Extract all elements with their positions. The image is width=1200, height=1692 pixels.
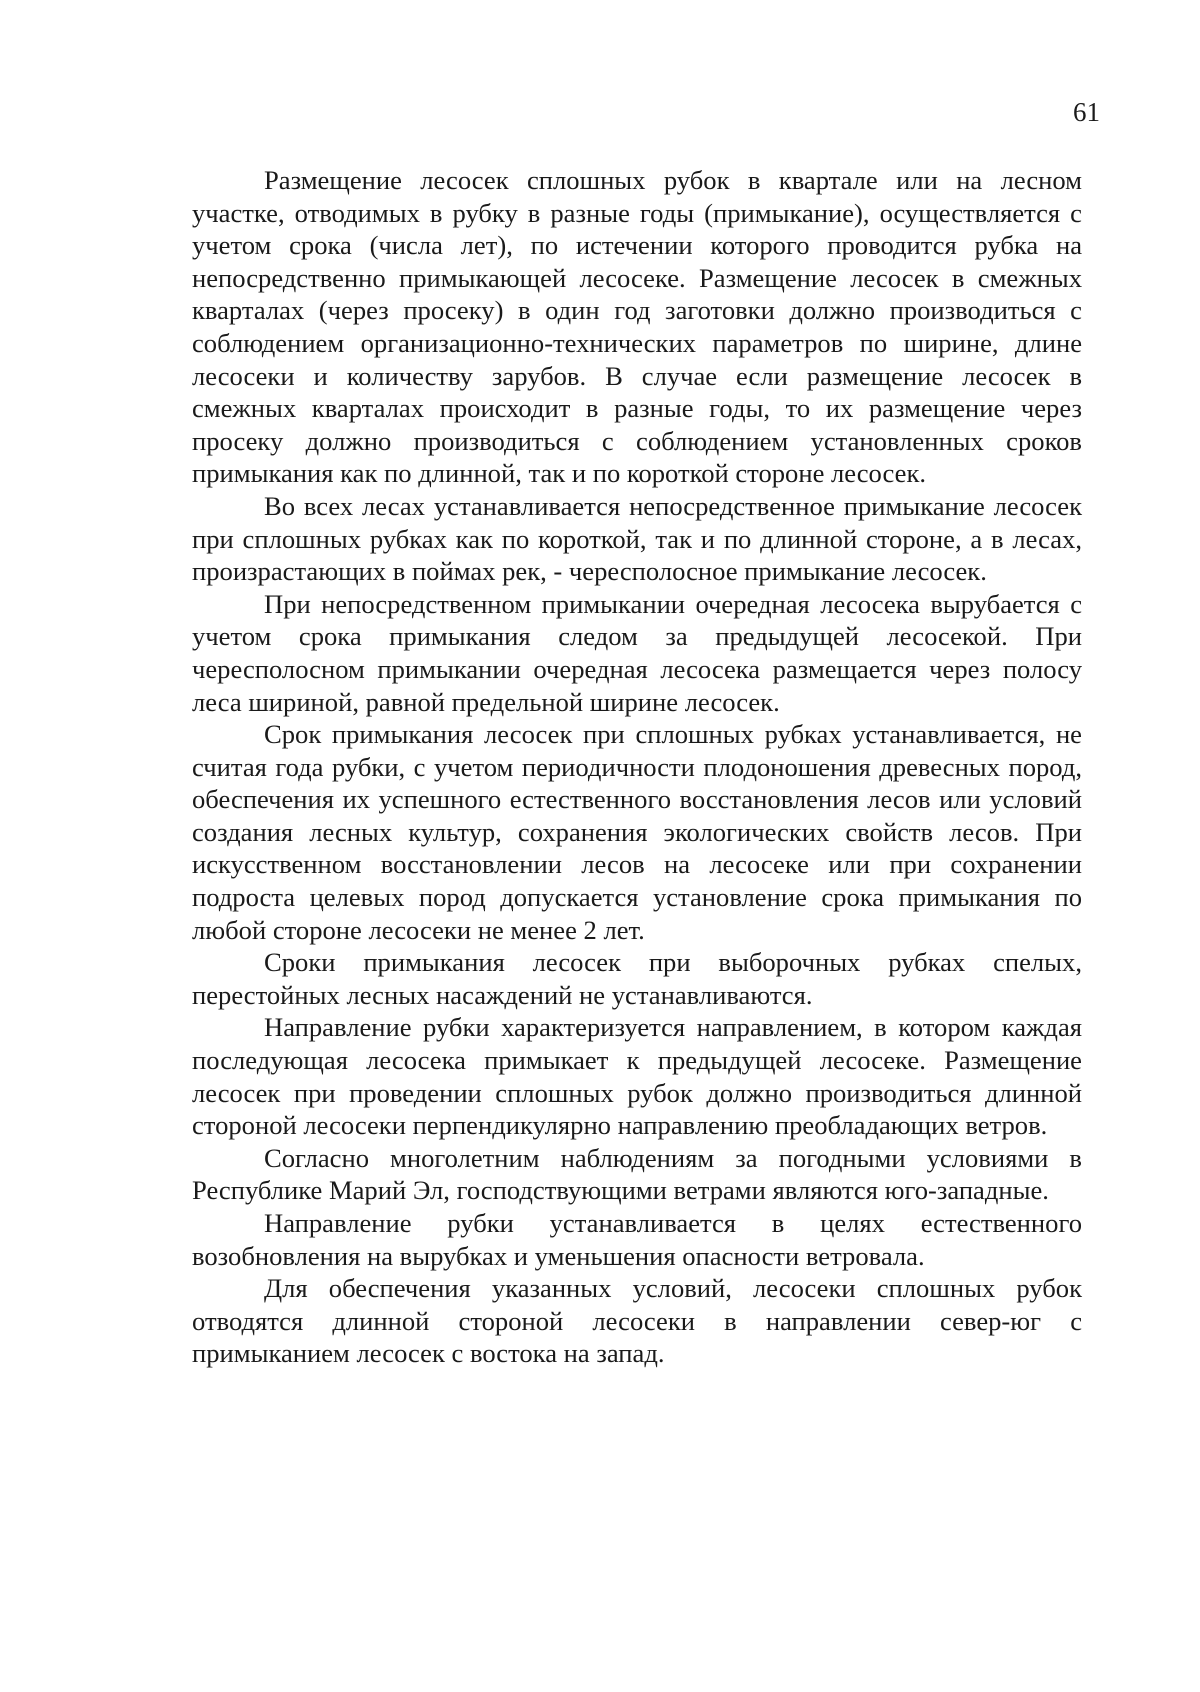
paragraph-cutting-area-placement: Размещение лесосек сплошных рубок в квартале или на лесном участке, отводимых в рубку в разные годы (примыкание), осуществляется с учетом срока (числа лет), по истечении которого проводится рубка на непосредственно примыкающей лесосеке. Размещение лесосек в смежных кварталах (через просеку) в один год заготовки должно производиться с соблюдением организационно-технических параметров по ширине, длине лесосеки и количеству зарубов. В случае если размещение лесосек в смежных кварталах происходит в разные годы, то их размещение через просеку должно производиться с соблюдением установленных сроков примыкания как по длинной, так и по короткой стороне лесосек. <box>192 165 1082 489</box>
paragraph-prevailing-winds: Согласно многолетним наблюдениям за погодными условиями в Республике Марий Эл, господствующими ветрами являются юго-западные. <box>192 1142 1082 1206</box>
paragraph-cutting-direction: Направление рубки характеризуется направлением, в котором каждая последующая лесосека примыкает к предыдущей лесосеке. Размещение лесосек при проведении сплошных рубок должно производиться длинной стороной лесосеки перпендикулярно направлению преобладающих ветров. <box>192 1012 1082 1141</box>
document-body <box>192 164 1082 1370</box>
paragraph-direction-purpose: Направление рубки устанавливается в целях естественного возобновления на вырубках и уменьшения опасности ветровала. <box>192 1208 1082 1271</box>
paragraph-direct-adjacency: Во всех лесах устанавливается непосредственное примыкание лесосек при сплошных рубках как по короткой, так и по длинной стороне, а в лесах, произрастающих в поймах рек, - чересполосное примыкание лесосек. <box>192 490 1082 587</box>
paragraph-selective-cutting: Сроки примыкания лесосек при выборочных рубках спелых, перестойных лесных насаждений не устанавливаются. <box>192 947 1082 1010</box>
paragraph-adjacency-types: При непосредственном примыкании очередная лесосека вырубается с учетом срока примыкания следом за предыдущей лесосекой. При чересполосном примыкании очередная лесосека размещается через полосу леса шириной, равной предельной ширине лесосек. <box>192 588 1082 717</box>
paragraph-adjacency-period: Срок примыкания лесосек при сплошных рубках устанавливается, не считая года рубки, с учетом периодичности плодоношения древесных пород, обеспечения их успешного естественного восстановления лесов или условий создания лесных культур, сохранения экологических свойств лесов. При искусственном восстановлении лесов на лесосеке или при сохранении подроста целевых пород допускается установление срока примыкания по любой стороне лесосеки не менее 2 лет. <box>192 719 1082 945</box>
page-number: 61 <box>1073 97 1100 127</box>
paragraph-north-south-orientation: Для обеспечения указанных условий, лесосеки сплошных рубок отводятся длинной стороной лесосеки в направлении север-юг с примыканием лесосек с востока на запад. <box>192 1273 1082 1369</box>
